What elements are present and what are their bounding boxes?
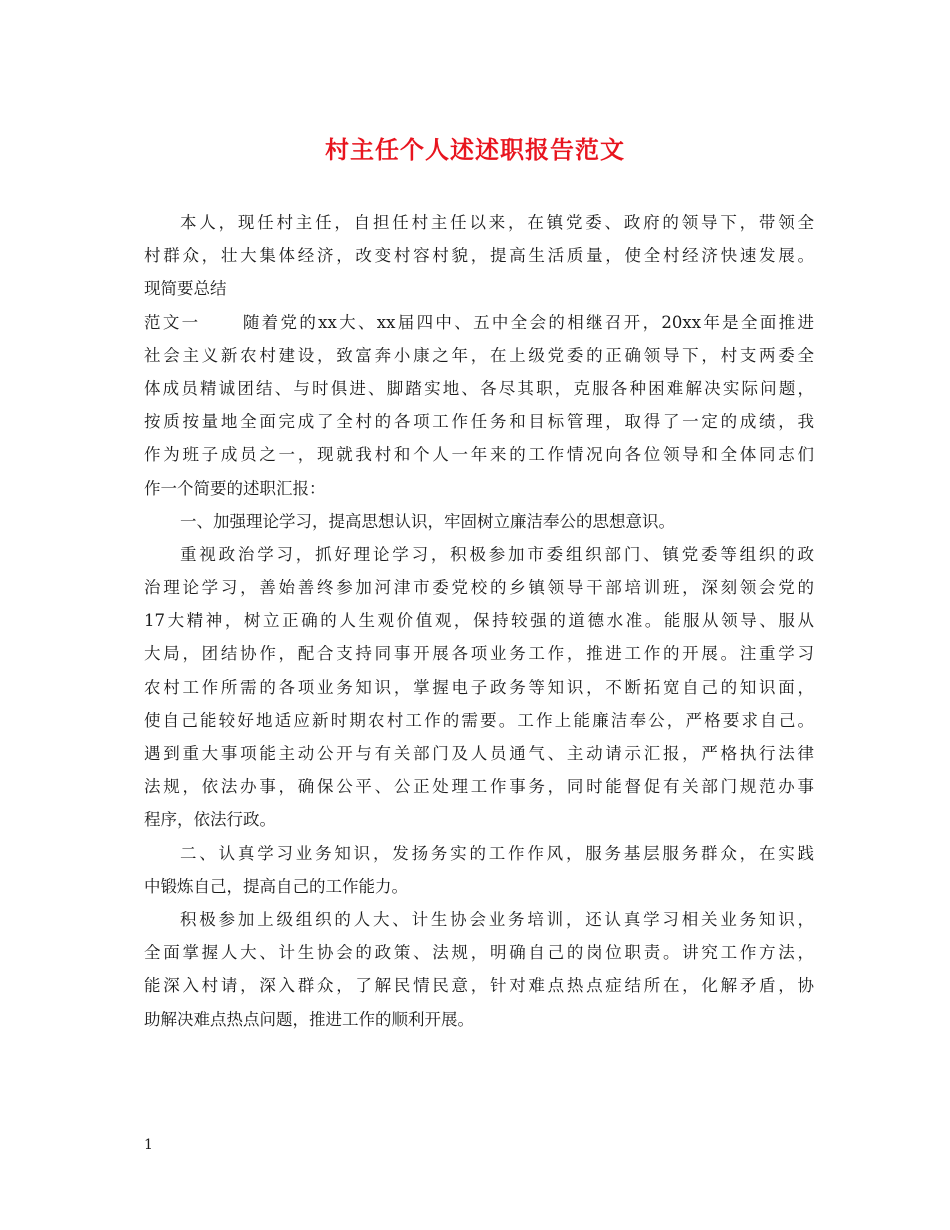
text-line: 大局，团结协作，配合支持同事开展各项业务工作，推进工作的开展。注重学习 (144, 644, 814, 664)
page-number: 1 (144, 1137, 153, 1153)
text-line: 治理论学习，善始善终参加河津市委党校的乡镇领导干部培训班，深刻领会党的 (144, 578, 814, 598)
text-line: 现简要总结 (144, 279, 227, 299)
text-line: 能深入村请，深入群众，了解民情民意，针对难点热点症结所在，化解矛盾，协 (144, 976, 814, 996)
section-label: 范文一 (144, 312, 201, 332)
text-line: 法规，依法办事，确保公平、公正处理工作事务，同时能督促有关部门规范办事 (144, 777, 814, 797)
document-title: 村主任个人述述职报告范文 (325, 135, 625, 164)
text-line: 本人，现任村主任，自担任村主任以来，在镇党委、政府的领导下，带领全 (180, 213, 814, 232)
text-line: 农村工作所需的各项业务知识，掌握电子政务等知识，不断拓宽自己的知识面， (144, 677, 814, 697)
text-line: 程序，依法行政。 (144, 810, 276, 830)
text-line: 助解决难点热点问题，推进工作的顺利开展。 (144, 1009, 474, 1029)
text-line-content: 随着党的xx大、xx届四中、五中全会的相继召开，20xx年是全面推进 (240, 312, 815, 332)
text-line: 遇到重大事项能主动公开与有关部门及人员通气、主动请示汇报，严格执行法律 (144, 744, 814, 763)
section-heading: 二、认真学习业务知识，发扬务实的工作作风，服务基层服务群众，在实践 (180, 843, 814, 863)
text-line (144, 306, 814, 339)
text-line: 使自己能较好地适应新时期农村工作的需要。工作上能廉洁奉公，严格要求自己。 (144, 710, 814, 730)
text-line: 按质按量地全面完成了全村的各项工作任务和目标管理，取得了一定的成绩，我 (144, 412, 814, 432)
text-line: 中锻炼自己，提高自己的工作能力。 (144, 876, 408, 896)
text-line: 社会主义新农村建设，致富奔小康之年，在上级党委的正确领导下，村支两委全 (144, 345, 814, 365)
text-line: 体成员精诚团结、与时俱进、脚踏实地、各尽其职，克服各种困难解决实际问题， (144, 378, 814, 398)
text-line: 17大精神，树立正确的人生观价值观，保持较强的道德水准。能服从领导、服从 (144, 611, 814, 631)
text-line: 积极参加上级组织的人大、计生协会业务培训，还认真学习相关业务知识， (180, 909, 814, 929)
text-line: 作为班子成员之一，现就我村和个人一年来的工作情况向各位领导和全体同志们 (144, 445, 814, 465)
section-heading: 一、加强理论学习，提高思想认识，牢固树立廉洁奉公的思想意识。 (180, 511, 675, 531)
text-line: 村群众，壮大集体经济，改变村容村貌，提高生活质量，使全村经济快速发展。 (144, 246, 814, 266)
text-line: 全面掌握人大、计生协会的政策、法规，明确自己的岗位职责。讲究工作方法， (144, 943, 814, 963)
text-line: 作一个简要的述职汇报： (144, 478, 326, 498)
document-body (144, 206, 814, 1036)
text-line: 重视政治学习，抓好理论学习，积极参加市委组织部门、镇党委等组织的政 (180, 544, 814, 564)
